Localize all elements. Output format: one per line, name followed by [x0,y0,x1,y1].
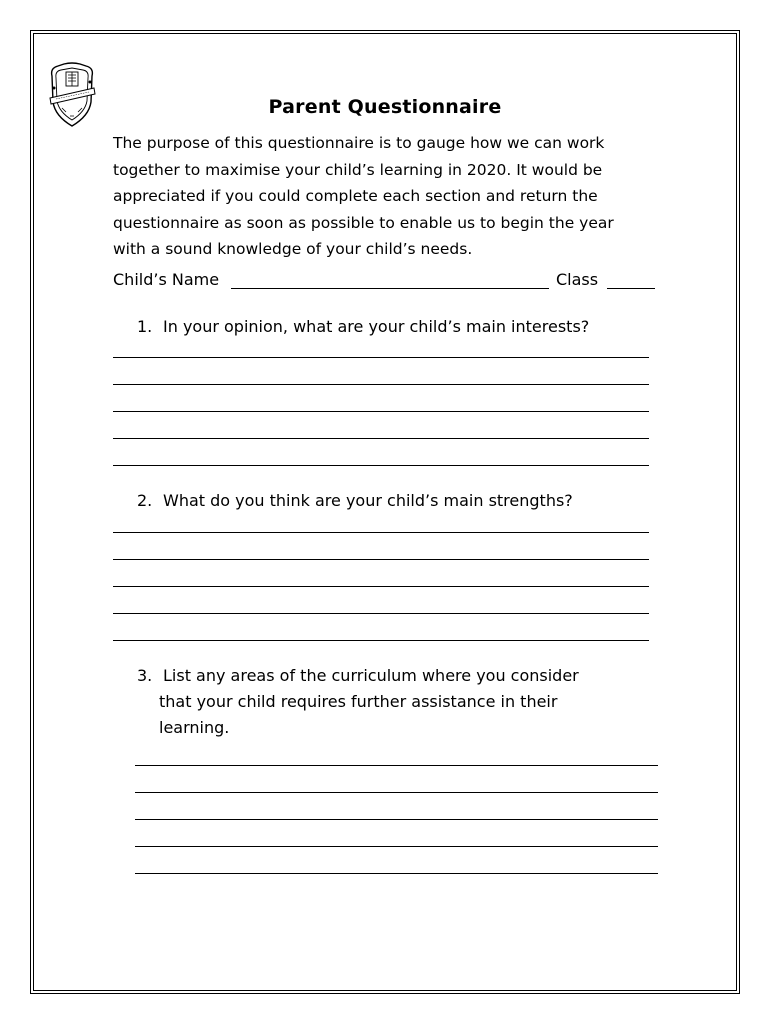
intro-line: together to maximise your child’s learning in 2020. It would be [113,160,603,179]
answer-line[interactable] [135,873,658,874]
intro-line: appreciated if you could complete each section and return the [113,187,598,205]
question-text: learning. [159,718,230,737]
answer-line[interactable] [113,559,649,560]
question-number: 2. [137,491,153,510]
answer-line[interactable] [113,586,649,587]
class-field[interactable] [607,288,655,289]
question-1 [137,314,589,340]
intro-line: The purpose of this questionnaire is to gauge how we can work [113,134,605,152]
question-number: 3. [137,666,153,685]
class-label: Class [556,270,599,289]
answer-line[interactable] [135,792,658,793]
answer-line[interactable] [135,846,658,847]
answer-line[interactable] [113,613,649,614]
intro-line: questionnaire as soon as possible to enable us to begin the year [113,213,614,232]
question-text: In your opinion, what are your child’s main interests? [163,317,590,336]
child-info-row [113,270,658,292]
answer-line[interactable] [113,384,649,385]
document-title: Parent Questionnaire [268,96,502,118]
intro-line: with a sound knowledge of your child’s needs. [113,240,473,258]
intro-paragraph [113,130,653,263]
question-text: List any areas of the curriculum where you consider [163,666,579,685]
answer-line[interactable] [113,640,649,641]
question-3 [137,663,579,741]
question-2 [137,488,573,514]
answer-line[interactable] [113,411,649,412]
answer-line[interactable] [113,532,649,533]
question-text: that your child requires further assistance in their [159,692,558,711]
answer-line[interactable] [135,765,658,766]
answer-line[interactable] [135,819,658,820]
answer-line[interactable] [113,465,649,466]
child-name-field[interactable] [231,288,549,289]
question-number: 1. [137,317,153,336]
child-name-label: Child’s Name [113,270,220,289]
answer-line[interactable] [113,438,649,439]
question-text: What do you think are your child’s main strengths? [163,491,573,510]
answer-line[interactable] [113,357,649,358]
